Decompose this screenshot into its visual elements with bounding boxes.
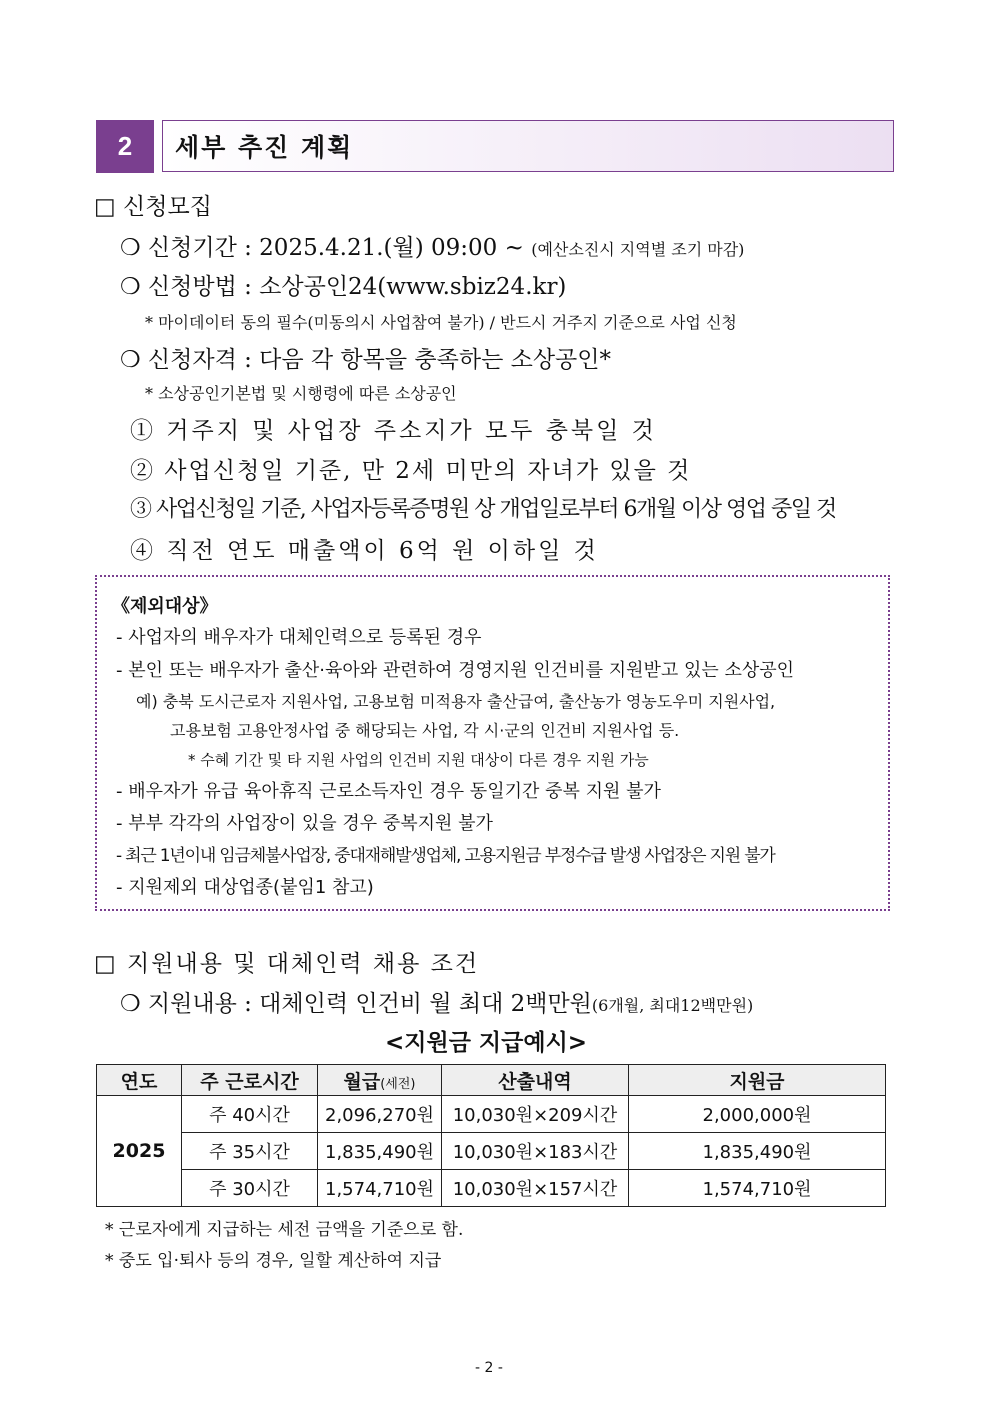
period-text: ❍ 신청기간 : 2025.4.21.(월) 09:00 ~ (120, 235, 532, 261)
calc-cell: 10,030원×209시간 (442, 1096, 629, 1133)
hours-cell: 주 30시간 (182, 1170, 318, 1207)
col-salary (318, 1065, 442, 1096)
exclusion-line: - 부부 각각의 사업장이 있을 경우 중복지원 불가 (116, 813, 493, 834)
col-support: 지원금 (629, 1065, 886, 1096)
method-line: ❍ 신청방법 : 소상공인24(www.sbiz24.kr) (120, 274, 567, 300)
example-title: <지원금 지급예시> (385, 1030, 588, 1056)
qualification-note: * 소상공인기본법 및 시행령에 따른 소상공인 (145, 384, 457, 403)
period-note: (예산소진시 지역별 조기 마감) (531, 240, 745, 259)
criteria-item: ③ 사업신청일 기준, 사업자등록증명원 상 개업일로부터 6개월 이상 영업 중일 것 (130, 497, 836, 522)
qualification-line: ❍ 신청자격 : 다음 각 항목을 충족하는 소상공인* (120, 347, 611, 373)
exclusion-line: - 지원제외 대상업종(붙임1 참고) (116, 877, 374, 898)
table-note: * 중도 입·퇴사 등의 경우, 일할 계산하여 지급 (105, 1251, 442, 1271)
support-content (120, 985, 753, 1018)
support-heading: □ 지원내용 및 대체인력 채용 조건 (94, 951, 480, 977)
payment-example-table (96, 1064, 886, 1207)
page-number: - 2 - (475, 1360, 503, 1376)
exclusion-line: - 배우자가 유급 육아휴직 근로소득자인 경우 동일기간 중복 지원 불가 (116, 781, 661, 802)
exclusion-line: - 본인 또는 배우자가 출산·육아와 관련하여 경영지원 인건비를 지원받고 있는 소상공인 (116, 660, 795, 681)
table-row (97, 1133, 886, 1170)
period-line (120, 229, 744, 262)
exclusion-line: * 수혜 기간 및 타 지원 사업의 인건비 지원 대상이 다른 경우 지원 가능 (188, 751, 649, 769)
calc-cell: 10,030원×157시간 (442, 1170, 629, 1207)
table-note: * 근로자에게 지급하는 세전 금액을 기준으로 함. (105, 1220, 464, 1240)
section-number: 2 (96, 120, 154, 173)
col-salary-sub: (세전) (380, 1076, 416, 1092)
exclusion-title: 《제외대상》 (112, 596, 218, 617)
exclusion-line: - 최근 1년이내 임금체불사업장, 중대재해발생업체, 고용지원금 부정수급 발생 사업장은 지원 불가 (116, 846, 775, 866)
support-content-note: (6개월, 최대12백만원) (591, 996, 754, 1015)
salary-cell: 1,835,490원 (318, 1133, 442, 1170)
exclusion-line: - 사업자의 배우자가 대체인력으로 등록된 경우 (116, 627, 482, 648)
table-row (97, 1170, 886, 1207)
col-calc: 산출내역 (442, 1065, 629, 1096)
support-cell: 1,574,710원 (629, 1170, 886, 1207)
col-year: 연도 (97, 1065, 182, 1096)
criteria-item: ② 사업신청일 기준, 만 2세 미만의 자녀가 있을 것 (130, 458, 692, 484)
salary-cell: 2,096,270원 (318, 1096, 442, 1133)
hours-cell: 주 35시간 (182, 1133, 318, 1170)
exclusion-line: 예) 충북 도시근로자 지원사업, 고용보험 미적용자 출산급여, 출산농가 영농도우미 지원사업, (136, 692, 776, 711)
hours-cell: 주 40시간 (182, 1096, 318, 1133)
section-title: 세부 추진 계획 (162, 120, 894, 172)
col-salary-label: 월급 (343, 1070, 381, 1093)
criteria-item: ④ 직전 연도 매출액이 6억 원 이하일 것 (130, 538, 599, 564)
table-row (97, 1096, 886, 1133)
criteria-item: ① 거주지 및 사업장 주소지가 모두 충북일 것 (130, 418, 657, 444)
exclusion-line: 고용보험 고용안정사업 중 해당되는 사업, 각 시·군의 인건비 지원사업 등. (170, 721, 680, 740)
support-content-text: ❍ 지원내용 : 대체인력 인건비 월 최대 2백만원 (120, 991, 592, 1017)
salary-cell: 1,574,710원 (318, 1170, 442, 1207)
method-note: * 마이데이터 동의 필수(미동의시 사업참여 불가) / 반드시 거주지 기준으로 사업 신청 (145, 313, 737, 332)
col-hours: 주 근로시간 (182, 1065, 318, 1096)
calc-cell: 10,030원×183시간 (442, 1133, 629, 1170)
support-cell: 2,000,000원 (629, 1096, 886, 1133)
recruit-heading: □ 신청모집 (94, 194, 212, 220)
support-cell: 1,835,490원 (629, 1133, 886, 1170)
year-cell: 2025 (97, 1096, 182, 1207)
table-header-row (97, 1065, 886, 1096)
